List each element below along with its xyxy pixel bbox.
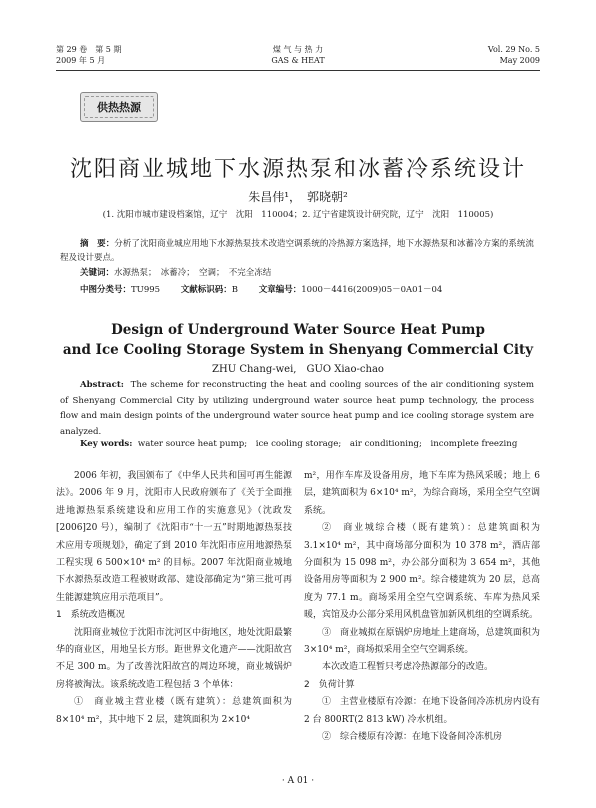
article-field: [259, 285, 443, 295]
journal-name-en: GAS & HEAT: [271, 56, 325, 65]
paper-title-en-line2: and Ice Cooling Storage System in Shenyang Commercial City: [62, 342, 534, 358]
abstract-cn: [60, 238, 534, 265]
abstract-cn-text: 分析了沈阳商业城应用地下水源热泵技术改造空调系统的冷热源方案选择，地下水源热泵和冰蓄冷方案的系统流程及设计要点。: [60, 239, 534, 263]
clc-value: TU995: [131, 285, 161, 295]
body-paragraph: ② 商业城综合楼（既有建筑）：总建筑面积为 3.1×10⁴ m²，其中商场部分面积为 10 378 m²，酒店部分面积为 15 098 m²，办公部分面积为 3 654 m²，其他设备用房等面积为 2 900 m²。综合楼建筑为 20 层，总高度为 77.1 m。商场采用全空气空调系统、车库为热风采暖，宾馆及办公部分采用风机盘管加新风机组的空调系统。: [304, 523, 540, 621]
keywords-en-label: Key words:: [80, 439, 133, 449]
column-badge-label: 供热热源: [97, 101, 141, 114]
header-divider: [56, 70, 540, 71]
authors-en: ZHU Chang-wei, GUO Xiao-chao: [212, 364, 384, 375]
body-column-left: [56, 468, 292, 729]
keywords-cn-text: 水源热泵； 冰蓄冷； 空调； 不完全冻结: [114, 268, 272, 278]
body-paragraph: 沈阳商业城位于沈阳市沈河区中街地区，地处沈阳最繁华的商业区，用地呈长方形。距世界文化遗产——沈阳故宫不足 300 m。为了改善沈阳故宫的周边环境，商业城锅炉房将被淘汰。该系统改造工程包括 3 个单体：: [56, 627, 292, 690]
clc-field: [80, 285, 160, 295]
authors-cn: 朱昌伟¹， 郭晓朝²: [248, 190, 348, 204]
body-paragraph: ② 综合楼原有冷源：在地下设备间冷冻机房: [322, 732, 503, 743]
publish-date-en: May 2009: [499, 56, 540, 65]
doc-label: 文献标识码：: [180, 285, 232, 295]
article-value: 1000－4416(2009)05－0A01－04: [301, 285, 443, 295]
abstract-cn-label: 摘 要：: [80, 239, 115, 249]
doc-value: B: [231, 285, 239, 295]
clc-label: 中图分类号：: [80, 285, 132, 295]
journal-volume-info-en: [488, 44, 540, 66]
column-badge: [80, 92, 158, 122]
volume-issue-en: Vol. 29 No. 5: [487, 45, 540, 54]
paper-title-en-line1: Design of Underground Water Source Heat Pump: [111, 322, 485, 338]
body-paragraph: 2006 年初，我国颁布了《中华人民共和国可再生能源法》。2006 年 9 月，沈阳市人民政府颁布了《关于全面推进地源热泵系统建设和应用工作的实施意见》（沈政发[2006]20 号），编制了《沈阳市“十一五”时期地源热泵技术应用专项规划》，确定了到 2010 年沈阳市应用地源热泵工程实现 6 500×10⁴ m² 的目标。2007 年沈阳商业城地下水源热泵改造工程被财政部、建设部确定为“第三批可再生能源建筑应用示范项目”。: [56, 471, 292, 603]
keywords-en-text: water source heat pump; ice cooling storage; air conditioning; incomplete freezing: [137, 439, 518, 449]
body-paragraph: ① 商业城主营业楼（既有建筑）：总建筑面积为 8×10⁴ m²，其中地下 2 层，建筑面积为 2×10⁴: [56, 697, 292, 725]
paper-title-en: [0, 320, 596, 360]
article-label: 文章编号：: [258, 285, 302, 295]
affiliation-cn: (1. 沈阳市城市建设档案馆，辽宁 沈阳 110004；2. 辽宁省建筑设计研究院，辽宁 沈阳 110005): [102, 210, 494, 220]
body-paragraph: m²，用作车库及设备用房，地下车库为热风采暖；地上 6 层，建筑面积为 6×10⁴ m²，为综合商场，采用全空气空调系统。: [304, 471, 540, 516]
abstract-en-text: The scheme for reconstructing the heat and cooling sources of the air conditioning system of Shenyang Commercial City by utilizing underground water source heat pump technology, the process flow and main design points of the underground water source heat pump and ice cooling storage system are analyzed.: [60, 380, 535, 437]
section-heading: 2 负荷计算: [304, 679, 355, 690]
body-paragraph: ③ 商业城拟在原锅炉房地址上建商场，总建筑面积为 3×10⁴ m²，商场拟采用全空气空调系统。: [304, 627, 540, 656]
journal-name-cn: 煤 气 与 热 力: [272, 45, 324, 54]
classification-line: [80, 283, 534, 295]
body-paragraph: ① 主营业楼原有冷源：在地下设备间冷冻机房内设有 2 台 800RT(2 813 kW) 冷水机组。: [304, 697, 540, 725]
keywords-cn-label: 关键词：: [80, 268, 115, 278]
keywords-en: [80, 437, 534, 449]
paper-title-cn: 沈阳商业城地下水源热泵和冰蓄冷系统设计: [69, 157, 526, 182]
doc-field: [181, 285, 238, 295]
keywords-cn: [80, 266, 534, 278]
volume-issue: 第 29 卷 第 5 期: [56, 45, 122, 54]
body-paragraph: 本次改造工程暂只考虑冷热源部分的改造。: [322, 662, 494, 673]
body-column-right: [304, 468, 540, 747]
section-heading: 1 系统改造概况: [56, 610, 125, 621]
publish-date: 2009 年 5 月: [56, 56, 106, 65]
abstract-en: [60, 378, 534, 440]
page-number: · A 01 ·: [281, 776, 315, 786]
abstract-en-label: Abstract:: [80, 380, 124, 390]
